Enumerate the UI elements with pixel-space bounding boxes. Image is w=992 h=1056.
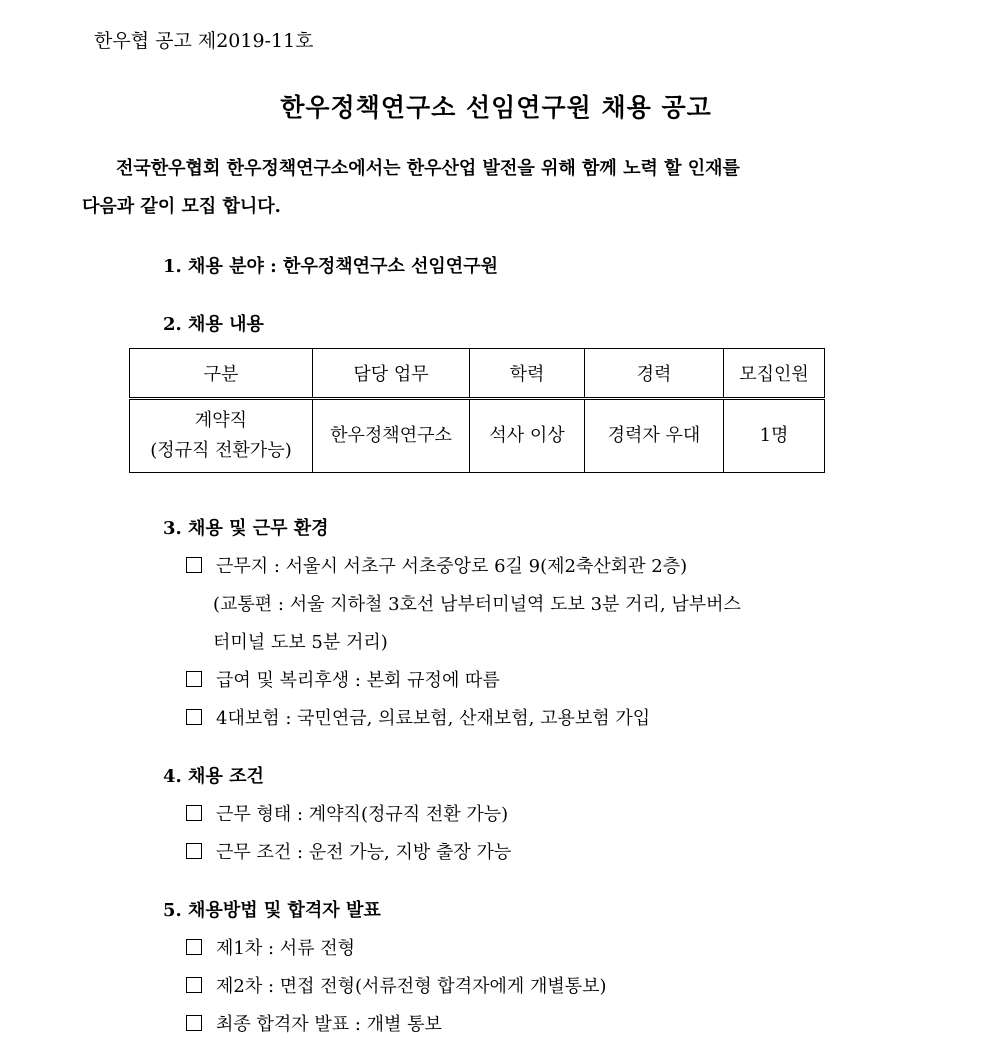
checkbox-square-icon: [186, 977, 202, 993]
section-2-title: 2. 채용 내용: [163, 314, 264, 335]
intro-line-1: 전국한우협회 한우정책연구소에서는 한우산업 발전을 위해 함께 노력 할 인재를: [116, 158, 740, 179]
cell-education: 석사 이상: [470, 399, 585, 473]
checkbox-square-icon: [186, 843, 202, 859]
cell-count: 1명: [724, 399, 825, 473]
recruitment-table: [129, 348, 825, 473]
header-type: 구분: [130, 349, 313, 399]
cell-career: 경력자 우대: [585, 399, 724, 473]
checkbox-square-icon: [186, 671, 202, 687]
cell-type: [130, 399, 313, 473]
list-item: 급여 및 복리후생 : 본회 규정에 따름: [186, 666, 500, 692]
checkbox-square-icon: [186, 557, 202, 573]
table-row: [130, 399, 825, 473]
list-item: 근무 조건 : 운전 가능, 지방 출장 가능: [186, 838, 511, 864]
list-item: 제2차 : 면접 전형(서류전형 합격자에게 개별통보): [186, 972, 607, 998]
page-title: 한우정책연구소 선임연구원 채용 공고: [280, 93, 712, 122]
section-5-title: 5. 채용방법 및 합격자 발표: [163, 900, 381, 921]
list-item: 4대보험 : 국민연금, 의료보험, 산재보험, 고용보험 가입: [186, 704, 650, 730]
list-item-continuation: 터미널 도보 5분 거리): [213, 632, 388, 653]
header-education: 학력: [470, 349, 585, 399]
section-4-title: 4. 채용 조건: [163, 766, 264, 787]
header-duty: 담당 업무: [313, 349, 470, 399]
cell-type-line2: (정규직 전환가능): [150, 440, 292, 461]
checkbox-square-icon: [186, 805, 202, 821]
table-header-row: [130, 349, 825, 399]
intro-paragraph: [82, 150, 882, 226]
cell-type-line1: 계약직: [194, 410, 248, 431]
document-number: 한우협 공고 제2019-11호: [94, 30, 314, 52]
cell-duty: 한우정책연구소: [313, 399, 470, 473]
checkbox-square-icon: [186, 939, 202, 955]
section-3-title: 3. 채용 및 근무 환경: [163, 518, 329, 539]
header-count: 모집인원: [724, 349, 825, 399]
intro-line-2: 다음과 같이 모집 합니다.: [82, 196, 281, 217]
list-item-continuation: (교통편 : 서울 지하철 3호선 남부터미널역 도보 3분 거리, 남부버스: [213, 594, 741, 615]
list-item: 제1차 : 서류 전형: [186, 934, 355, 960]
checkbox-square-icon: [186, 1015, 202, 1031]
list-item: 최종 합격자 발표 : 개별 통보: [186, 1010, 442, 1036]
header-career: 경력: [585, 349, 724, 399]
list-item: 근무지 : 서울시 서초구 서초중앙로 6길 9(제2축산회관 2층): [186, 552, 687, 578]
section-1-title: 1. 채용 분야 : 한우정책연구소 선임연구원: [163, 256, 498, 277]
checkbox-square-icon: [186, 709, 202, 725]
list-item: 근무 형태 : 계약직(정규직 전환 가능): [186, 800, 508, 826]
